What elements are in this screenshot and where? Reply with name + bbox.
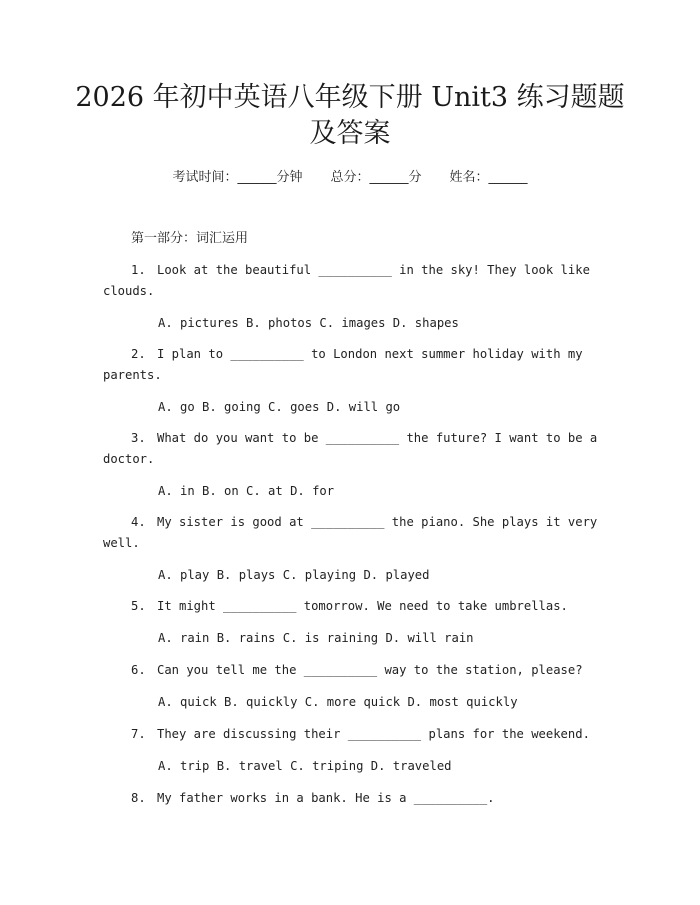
question-number: 3.	[131, 431, 146, 445]
question-number: 5.	[131, 599, 146, 613]
question-number: 7.	[131, 727, 146, 741]
section-title: 第一部分：词汇运用	[131, 231, 249, 246]
question-text-continued: doctor.	[103, 452, 155, 466]
question-text: What do you want to be __________ the future? I want to be a	[157, 431, 598, 445]
document-title-line2: 及答案	[309, 118, 391, 149]
question-number: 1.	[131, 263, 146, 277]
exam-name-field: 姓名：______	[449, 170, 528, 185]
question-text-continued: well.	[103, 536, 140, 550]
question-options: A. pictures B. photos C. images D. shapes	[158, 316, 459, 330]
question-text: My father works in a bank. He is a __________.	[157, 791, 495, 805]
question-options: A. play B. plays C. playing D. played	[158, 568, 430, 582]
exam-time: 考试时间：______分钟	[172, 170, 303, 185]
question-options: A. in B. on C. at D. for	[158, 484, 335, 498]
document-title-line1: 2026 年初中英语八年级下册 Unit3 练习题题	[75, 82, 625, 113]
question-number: 6.	[131, 663, 146, 677]
question-options: A. rain B. rains C. is raining D. will rain	[158, 631, 474, 645]
exam-meta	[0, 169, 700, 187]
question-options: A. go B. going C. goes D. will go	[158, 400, 401, 414]
question-text: Can you tell me the __________ way to the station, please?	[157, 663, 583, 677]
question-text: Look at the beautiful __________ in the sky! They look like	[157, 263, 590, 277]
question-text: My sister is good at __________ the piano. She plays it very	[157, 515, 598, 529]
question-text-continued: clouds.	[103, 284, 155, 298]
question-number: 2.	[131, 347, 146, 361]
question-number: 8.	[131, 791, 146, 805]
question-options: A. trip B. travel C. triping D. traveled	[158, 759, 452, 773]
question-text: It might __________ tomorrow. We need to take umbrellas.	[157, 599, 568, 613]
exam-total-score: 总分：______分	[330, 170, 422, 185]
question-options: A. quick B. quickly C. more quick D. most quickly	[158, 695, 518, 709]
question-text-continued: parents.	[103, 368, 162, 382]
question-text: They are discussing their __________ plans for the weekend.	[157, 727, 590, 741]
question-text: I plan to __________ to London next summer holiday with my	[157, 347, 583, 361]
question-number: 4.	[131, 515, 146, 529]
